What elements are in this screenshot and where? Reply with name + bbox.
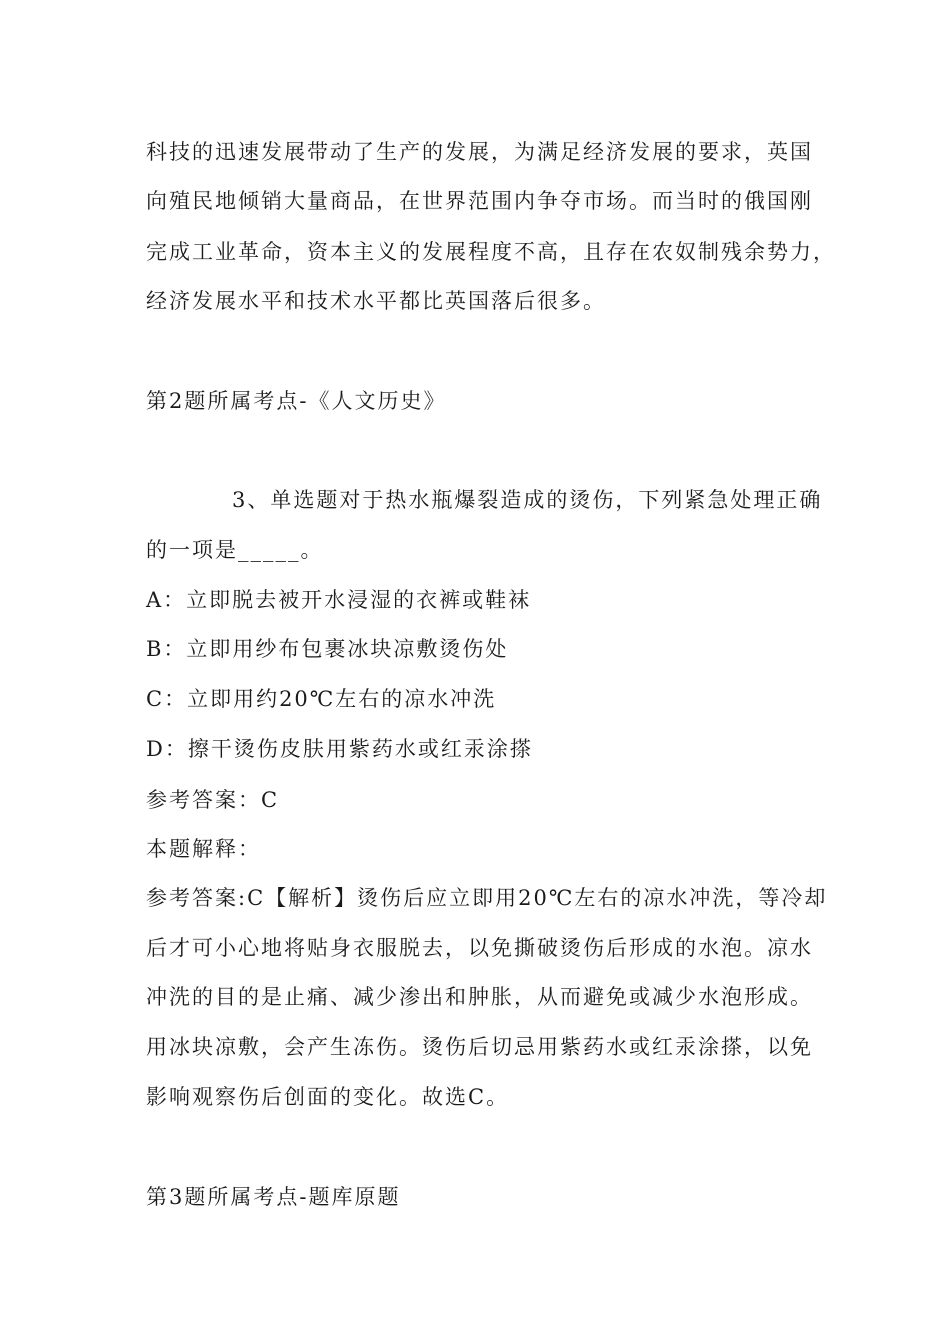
- option-b: B：立即用纱布包裹冰块凉敷烫伤处: [146, 637, 509, 661]
- paragraph-line: 完成工业革命，资本主义的发展程度不高，且存在农奴制残余势力，: [146, 240, 836, 264]
- paragraph-line: 科技的迅速发展带动了生产的发展，为满足经济发展的要求，英国: [146, 140, 813, 164]
- option-c: C：立即用约20℃左右的凉水冲洗: [146, 687, 497, 711]
- explanation-label: 本题解释：: [146, 837, 261, 861]
- q2-topic: 第2题所属考点-《人文历史》: [146, 389, 447, 413]
- answer: 参考答案：C: [146, 788, 280, 812]
- explanation-line: 影响观察伤后创面的变化。故选C。: [146, 1085, 510, 1109]
- q3-stem-line: 3、单选题对于热水瓶爆裂造成的烫伤，下列紧急处理正确: [232, 488, 823, 512]
- explanation-line: 冲洗的目的是止痛、减少渗出和肿胀，从而避免或减少水泡形成。: [146, 985, 813, 1009]
- explanation-line: 后才可小心地将贴身衣服脱去，以免撕破烫伤后形成的水泡。凉水: [146, 936, 813, 960]
- option-d: D：擦干烫伤皮肤用紫药水或红汞涂搽: [146, 737, 533, 761]
- explanation-line: 用冰块凉敷，会产生冻伤。烫伤后切忌用紫药水或红汞涂搽，以免: [146, 1035, 813, 1059]
- option-a: A：立即脱去被开水浸湿的衣裤或鞋袜: [146, 588, 532, 612]
- q3-topic: 第3题所属考点-题库原题: [146, 1185, 401, 1209]
- paragraph-line: 向殖民地倾销大量商品，在世界范围内争夺市场。而当时的俄国刚: [146, 189, 813, 213]
- explanation-line: 参考答案:C【解析】烫伤后应立即用20℃左右的凉水冲洗，等冷却: [146, 886, 828, 910]
- q3-stem-line: 的一项是_____。: [146, 538, 324, 562]
- paragraph-line: 经济发展水平和技术水平都比英国落后很多。: [146, 289, 606, 313]
